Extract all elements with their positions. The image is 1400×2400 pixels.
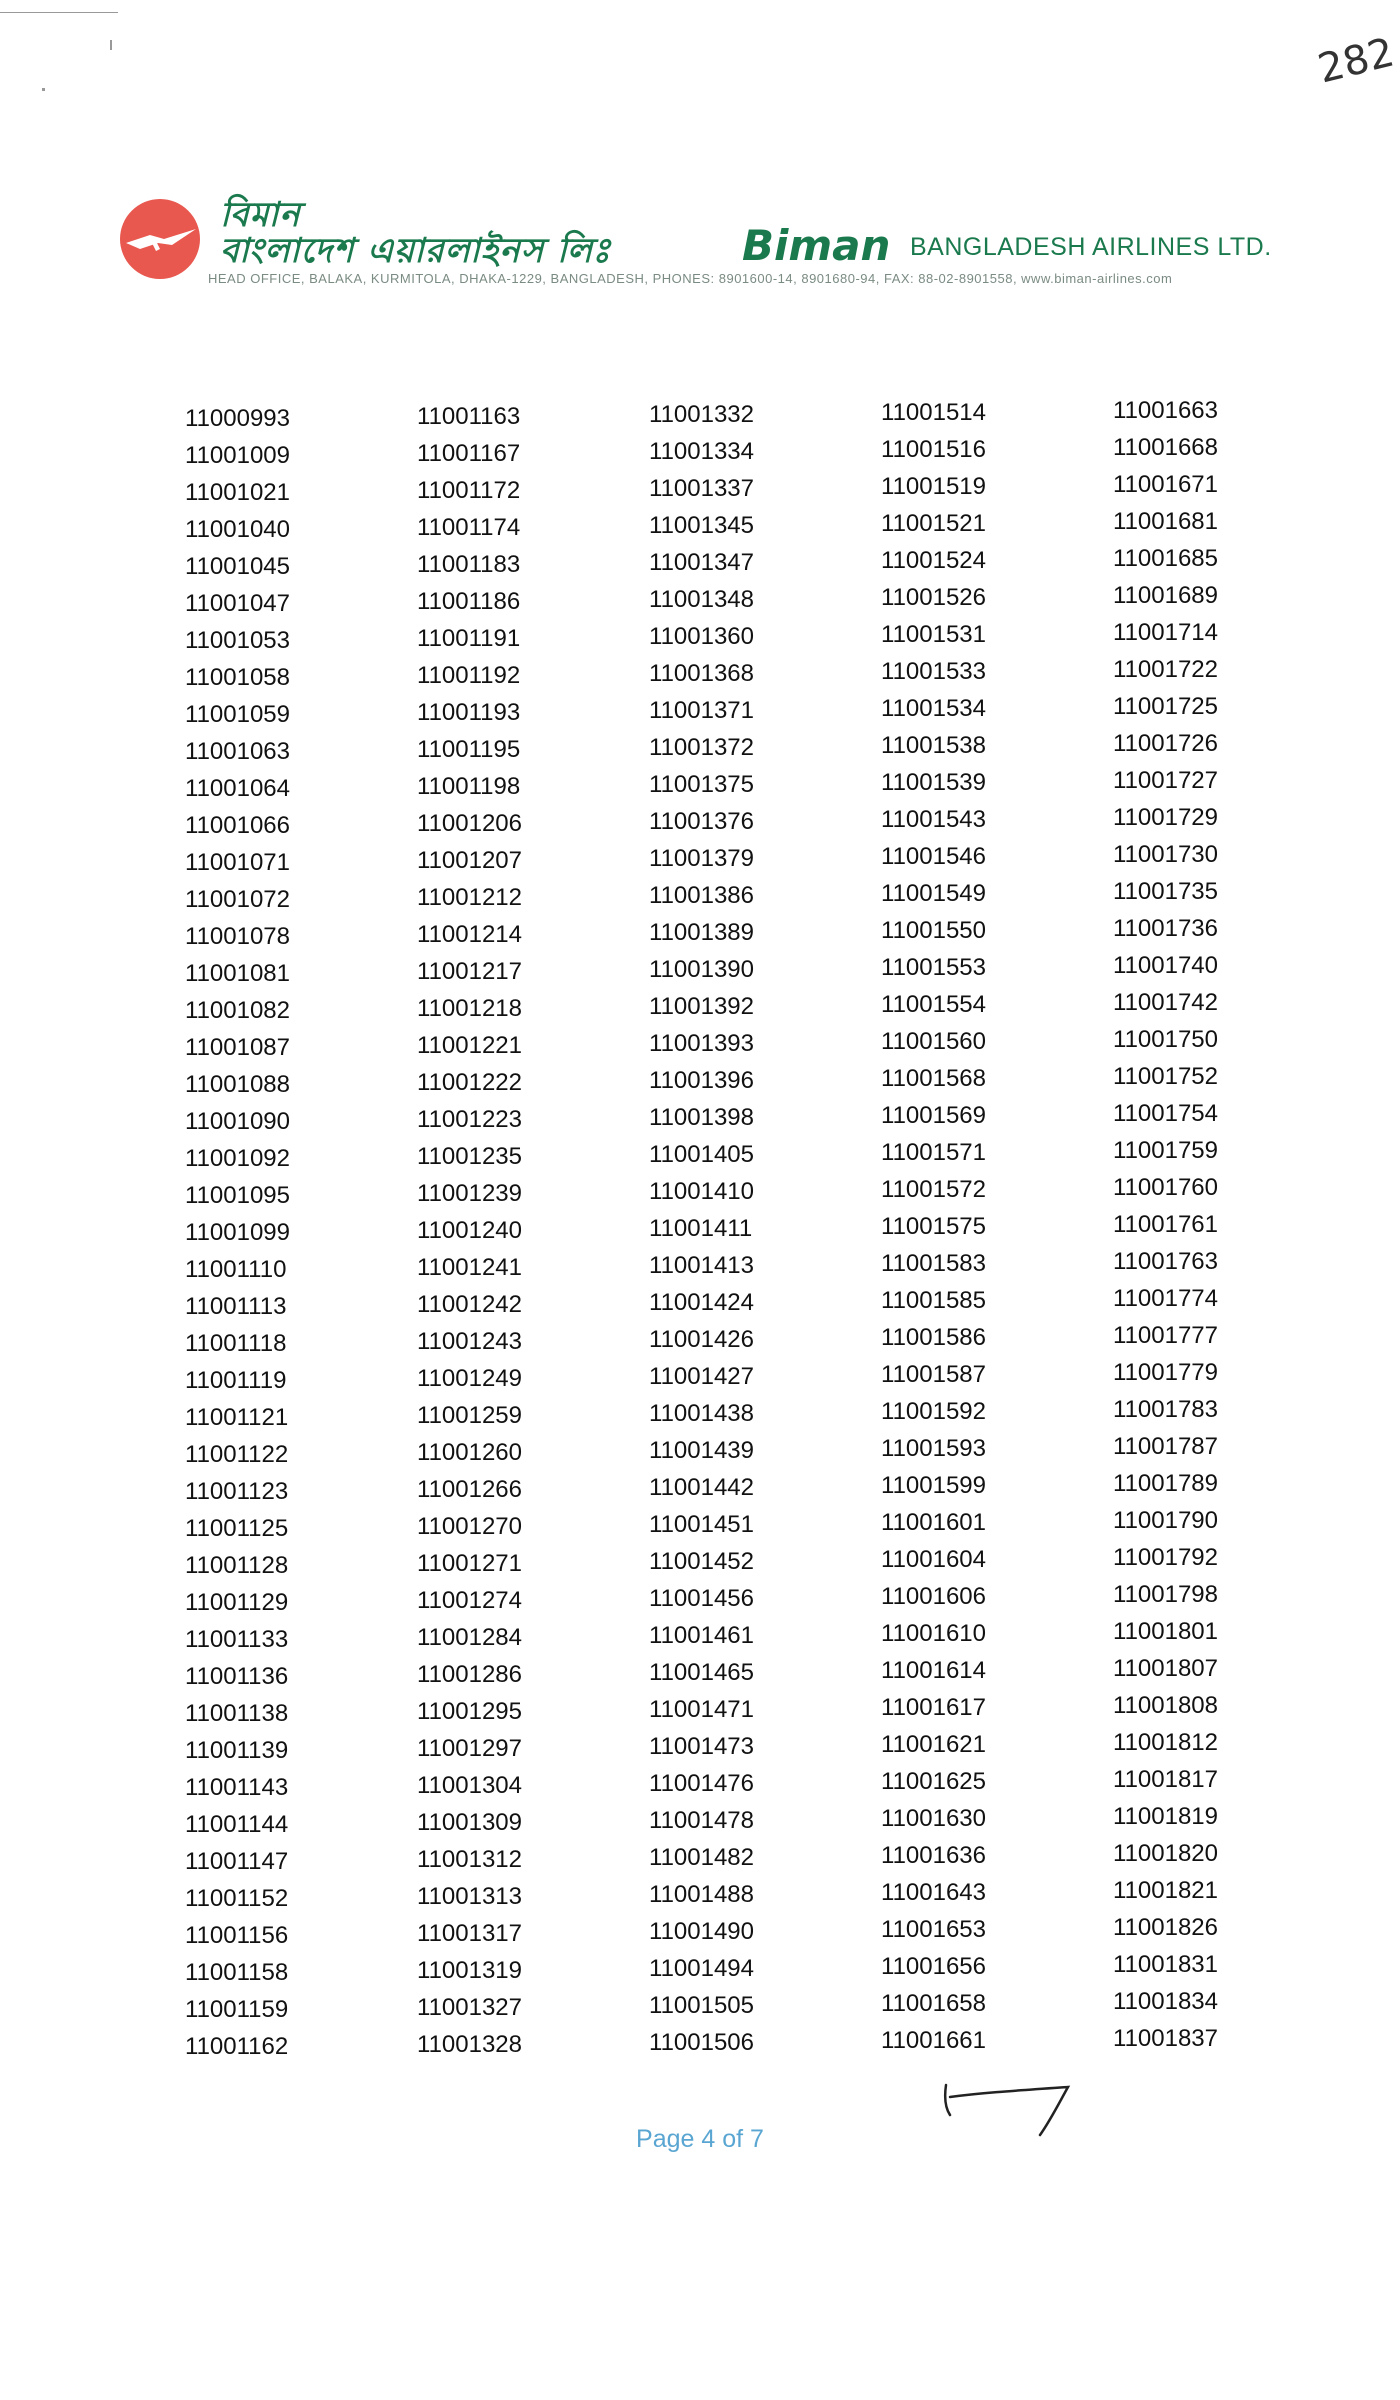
number-cell: 11001242 bbox=[417, 1291, 522, 1318]
number-cell: 11001653 bbox=[881, 1916, 986, 1943]
number-cell: 11001471 bbox=[649, 1696, 754, 1723]
number-cell: 11001777 bbox=[1113, 1322, 1218, 1349]
number-cell: 11001604 bbox=[881, 1546, 986, 1573]
number-cell: 11001235 bbox=[417, 1143, 522, 1170]
number-cell: 11001606 bbox=[881, 1583, 986, 1610]
number-cell: 11001163 bbox=[417, 403, 521, 430]
number-cell: 11001456 bbox=[649, 1585, 754, 1612]
number-cell: 11001053 bbox=[185, 627, 290, 654]
number-cell: 11001722 bbox=[1113, 656, 1218, 683]
number-cell: 11001360 bbox=[649, 623, 754, 650]
number-cell: 11001313 bbox=[417, 1883, 522, 1910]
number-cell: 11001021 bbox=[185, 479, 290, 506]
number-cell: 11001139 bbox=[185, 1737, 289, 1764]
number-cell: 11001779 bbox=[1113, 1359, 1218, 1386]
number-cell: 11001763 bbox=[1113, 1248, 1218, 1275]
number-cell: 11001058 bbox=[185, 664, 290, 691]
page-number: Page 4 of 7 bbox=[636, 2125, 764, 2153]
number-cell: 11001309 bbox=[417, 1809, 522, 1836]
number-cell: 11001413 bbox=[649, 1252, 754, 1279]
number-cell: 11001123 bbox=[185, 1478, 289, 1505]
number-cell: 11001490 bbox=[649, 1918, 754, 1945]
number-cell: 11001066 bbox=[185, 812, 290, 839]
scan-line bbox=[0, 12, 118, 13]
number-cell: 11001040 bbox=[185, 516, 290, 543]
number-cell: 11001575 bbox=[881, 1213, 986, 1240]
number-cell: 11001045 bbox=[185, 553, 290, 580]
number-cell: 11001266 bbox=[417, 1476, 522, 1503]
number-cell: 11001812 bbox=[1113, 1729, 1218, 1756]
stork-icon bbox=[120, 199, 200, 279]
number-cell: 11001152 bbox=[185, 1885, 289, 1912]
number-cell: 11001327 bbox=[417, 1994, 522, 2021]
number-cell: 11000993 bbox=[185, 405, 290, 432]
number-cell: 11001482 bbox=[649, 1844, 754, 1871]
number-cell: 11001047 bbox=[185, 590, 290, 617]
number-cell: 11001593 bbox=[881, 1435, 986, 1462]
bangla-line-1: বিমান bbox=[220, 195, 301, 235]
number-cell: 11001270 bbox=[417, 1513, 522, 1540]
number-cell: 11001222 bbox=[417, 1069, 522, 1096]
number-cell: 11001390 bbox=[649, 956, 754, 983]
number-cell: 11001519 bbox=[881, 473, 986, 500]
number-cell: 11001549 bbox=[881, 880, 986, 907]
number-cell: 11001798 bbox=[1113, 1581, 1218, 1608]
number-cell: 11001821 bbox=[1113, 1877, 1218, 1904]
number-cell: 11001223 bbox=[417, 1106, 522, 1133]
number-cell: 11001560 bbox=[881, 1028, 986, 1055]
number-cell: 11001789 bbox=[1113, 1470, 1218, 1497]
number-cell: 11001625 bbox=[881, 1768, 986, 1795]
bangla-company-name bbox=[220, 197, 611, 269]
number-cell: 11001534 bbox=[881, 695, 986, 722]
number-cell: 11001297 bbox=[417, 1735, 522, 1762]
number-cell: 11001217 bbox=[417, 958, 522, 985]
number-cell: 11001345 bbox=[649, 512, 754, 539]
number-cell: 11001241 bbox=[417, 1254, 522, 1281]
number-cell: 11001759 bbox=[1113, 1137, 1218, 1164]
number-cell: 11001121 bbox=[185, 1404, 289, 1431]
number-cell: 11001473 bbox=[649, 1733, 754, 1760]
number-cell: 11001110 bbox=[185, 1256, 287, 1283]
number-cell: 11001424 bbox=[649, 1289, 754, 1316]
number-cell: 11001514 bbox=[881, 399, 986, 426]
number-cell: 11001685 bbox=[1113, 545, 1218, 572]
number-cell: 11001271 bbox=[417, 1550, 522, 1577]
number-cell: 11001787 bbox=[1113, 1433, 1218, 1460]
number-cell: 11001681 bbox=[1113, 508, 1218, 535]
number-cell: 11001760 bbox=[1113, 1174, 1218, 1201]
number-cell: 11001337 bbox=[649, 475, 754, 502]
number-cell: 11001393 bbox=[649, 1030, 754, 1057]
number-cell: 11001725 bbox=[1113, 693, 1218, 720]
number-cell: 11001078 bbox=[185, 923, 290, 950]
number-cell: 11001526 bbox=[881, 584, 986, 611]
number-cell: 11001286 bbox=[417, 1661, 522, 1688]
number-cell: 11001452 bbox=[649, 1548, 754, 1575]
number-cell: 11001113 bbox=[185, 1293, 287, 1320]
number-cell: 11001668 bbox=[1113, 434, 1218, 461]
number-cell: 11001128 bbox=[185, 1552, 289, 1579]
number-cell: 11001546 bbox=[881, 843, 986, 870]
number-cell: 11001122 bbox=[185, 1441, 289, 1468]
number-columns bbox=[185, 397, 1285, 2080]
number-cell: 11001092 bbox=[185, 1145, 290, 1172]
number-cell: 11001082 bbox=[185, 997, 290, 1024]
number-cell: 11001162 bbox=[185, 2033, 289, 2060]
number-cell: 11001442 bbox=[649, 1474, 754, 1501]
number-cell: 11001368 bbox=[649, 660, 754, 687]
number-cell: 11001553 bbox=[881, 954, 986, 981]
number-cell: 11001656 bbox=[881, 1953, 986, 1980]
number-cell: 11001740 bbox=[1113, 952, 1218, 979]
number-cell: 11001218 bbox=[417, 995, 522, 1022]
number-cell: 11001174 bbox=[417, 514, 521, 541]
number-cell: 11001348 bbox=[649, 586, 754, 613]
number-cell: 11001386 bbox=[649, 882, 754, 909]
number-cell: 11001663 bbox=[1113, 397, 1218, 424]
number-cell: 11001167 bbox=[417, 440, 521, 467]
number-cell: 11001159 bbox=[185, 1996, 289, 2023]
number-cell: 11001376 bbox=[649, 808, 754, 835]
number-cell: 11001689 bbox=[1113, 582, 1218, 609]
number-cell: 11001172 bbox=[417, 477, 521, 504]
number-cell: 11001284 bbox=[417, 1624, 522, 1651]
number-column bbox=[881, 394, 1081, 2059]
number-cell: 11001621 bbox=[881, 1731, 986, 1758]
number-cell: 11001461 bbox=[649, 1622, 754, 1649]
number-cell: 11001599 bbox=[881, 1472, 986, 1499]
number-cell: 11001516 bbox=[881, 436, 986, 463]
number-cell: 11001138 bbox=[185, 1700, 289, 1727]
number-cell: 11001396 bbox=[649, 1067, 754, 1094]
biman-logo-icon bbox=[120, 199, 200, 279]
number-cell: 11001774 bbox=[1113, 1285, 1218, 1312]
number-cell: 11001312 bbox=[417, 1846, 522, 1873]
number-cell: 11001118 bbox=[185, 1330, 287, 1357]
number-cell: 11001506 bbox=[649, 2029, 754, 2056]
number-cell: 11001372 bbox=[649, 734, 754, 761]
number-cell: 11001465 bbox=[649, 1659, 754, 1686]
number-cell: 11001476 bbox=[649, 1770, 754, 1797]
number-cell: 11001587 bbox=[881, 1361, 986, 1388]
number-cell: 11001671 bbox=[1113, 471, 1218, 498]
number-cell: 11001143 bbox=[185, 1774, 289, 1801]
number-column bbox=[649, 396, 849, 2061]
number-cell: 11001240 bbox=[417, 1217, 522, 1244]
number-cell: 11001572 bbox=[881, 1176, 986, 1203]
number-cell: 11001249 bbox=[417, 1365, 522, 1392]
number-cell: 11001332 bbox=[649, 401, 754, 428]
number-cell: 11001531 bbox=[881, 621, 986, 648]
number-cell: 11001601 bbox=[881, 1509, 986, 1536]
number-cell: 11001129 bbox=[185, 1589, 289, 1616]
number-cell: 11001206 bbox=[417, 810, 522, 837]
number-cell: 11001837 bbox=[1113, 2025, 1218, 2052]
number-cell: 11001742 bbox=[1113, 989, 1218, 1016]
number-cell: 11001550 bbox=[881, 917, 986, 944]
number-cell: 11001095 bbox=[185, 1182, 290, 1209]
number-cell: 11001661 bbox=[881, 2027, 986, 2054]
number-cell: 11001494 bbox=[649, 1955, 754, 1982]
number-cell: 11001571 bbox=[881, 1139, 986, 1166]
number-cell: 11001119 bbox=[185, 1367, 287, 1394]
number-cell: 11001195 bbox=[417, 736, 521, 763]
number-cell: 11001334 bbox=[649, 438, 754, 465]
number-cell: 11001729 bbox=[1113, 804, 1218, 831]
number-cell: 11001451 bbox=[649, 1511, 754, 1538]
number-cell: 11001411 bbox=[649, 1215, 753, 1242]
number-cell: 11001405 bbox=[649, 1141, 754, 1168]
number-cell: 11001239 bbox=[417, 1180, 522, 1207]
scan-dot bbox=[110, 40, 112, 50]
number-cell: 11001071 bbox=[185, 849, 290, 876]
number-cell: 11001750 bbox=[1113, 1026, 1218, 1053]
number-cell: 11001752 bbox=[1113, 1063, 1218, 1090]
number-cell: 11001214 bbox=[417, 921, 522, 948]
number-cell: 11001191 bbox=[417, 625, 521, 652]
number-cell: 11001156 bbox=[185, 1922, 289, 1949]
number-cell: 11001064 bbox=[185, 775, 290, 802]
number-cell: 11001592 bbox=[881, 1398, 986, 1425]
number-cell: 11001371 bbox=[649, 697, 754, 724]
number-cell: 11001207 bbox=[417, 847, 522, 874]
number-cell: 11001585 bbox=[881, 1287, 986, 1314]
number-cell: 11001488 bbox=[649, 1881, 754, 1908]
number-cell: 11001617 bbox=[881, 1694, 986, 1721]
number-cell: 11001183 bbox=[417, 551, 521, 578]
number-cell: 11001820 bbox=[1113, 1840, 1218, 1867]
number-cell: 11001328 bbox=[417, 2031, 522, 2058]
number-cell: 11001826 bbox=[1113, 1914, 1218, 1941]
number-cell: 11001133 bbox=[185, 1626, 289, 1653]
number-cell: 11001090 bbox=[185, 1108, 290, 1135]
number-cell: 11001801 bbox=[1113, 1618, 1218, 1645]
number-cell: 11001144 bbox=[185, 1811, 289, 1838]
number-cell: 11001125 bbox=[185, 1515, 289, 1542]
number-cell: 11001539 bbox=[881, 769, 986, 796]
number-cell: 11001554 bbox=[881, 991, 986, 1018]
number-cell: 11001538 bbox=[881, 732, 986, 759]
number-cell: 11001427 bbox=[649, 1363, 754, 1390]
number-cell: 11001521 bbox=[881, 510, 986, 537]
number-cell: 11001136 bbox=[185, 1663, 289, 1690]
number-column bbox=[417, 398, 617, 2063]
number-cell: 11001735 bbox=[1113, 878, 1218, 905]
number-cell: 11001212 bbox=[417, 884, 522, 911]
number-cell: 11001730 bbox=[1113, 841, 1218, 868]
number-cell: 11001221 bbox=[417, 1032, 522, 1059]
number-cell: 11001524 bbox=[881, 547, 986, 574]
number-cell: 11001792 bbox=[1113, 1544, 1218, 1571]
number-cell: 11001087 bbox=[185, 1034, 290, 1061]
number-cell: 11001389 bbox=[649, 919, 754, 946]
number-cell: 11001259 bbox=[417, 1402, 522, 1429]
number-cell: 11001736 bbox=[1113, 915, 1218, 942]
brand-name: Biman bbox=[742, 221, 891, 270]
airline-name: BANGLADESH AIRLINES LTD. bbox=[910, 233, 1272, 261]
handwritten-page-number: 282 bbox=[1313, 29, 1399, 93]
number-cell: 11001505 bbox=[649, 1992, 754, 2019]
number-column bbox=[185, 400, 385, 2065]
number-cell: 11001807 bbox=[1113, 1655, 1218, 1682]
number-cell: 11001438 bbox=[649, 1400, 754, 1427]
number-cell: 11001643 bbox=[881, 1879, 986, 1906]
number-cell: 11001099 bbox=[185, 1219, 290, 1246]
number-column bbox=[1113, 392, 1313, 2057]
number-cell: 11001158 bbox=[185, 1959, 289, 1986]
number-cell: 11001439 bbox=[649, 1437, 754, 1464]
number-cell: 11001088 bbox=[185, 1071, 290, 1098]
number-cell: 11001304 bbox=[417, 1772, 522, 1799]
scan-dot bbox=[42, 88, 45, 91]
number-cell: 11001831 bbox=[1113, 1951, 1218, 1978]
number-cell: 11001834 bbox=[1113, 1988, 1218, 2015]
number-cell: 11001783 bbox=[1113, 1396, 1218, 1423]
number-cell: 11001347 bbox=[649, 549, 754, 576]
number-cell: 11001319 bbox=[417, 1957, 522, 1984]
number-cell: 11001583 bbox=[881, 1250, 986, 1277]
number-cell: 11001808 bbox=[1113, 1692, 1218, 1719]
number-cell: 11001426 bbox=[649, 1326, 754, 1353]
number-cell: 11001630 bbox=[881, 1805, 986, 1832]
number-cell: 11001761 bbox=[1113, 1211, 1218, 1238]
number-cell: 11001059 bbox=[185, 701, 290, 728]
number-cell: 11001375 bbox=[649, 771, 754, 798]
number-cell: 11001379 bbox=[649, 845, 754, 872]
number-cell: 11001586 bbox=[881, 1324, 986, 1351]
number-cell: 11001410 bbox=[649, 1178, 754, 1205]
head-office-address: HEAD OFFICE, BALAKA, KURMITOLA, DHAKA-1229, BANGLADESH, PHONES: 8901600-14, 8901680-94, FAX: 88-02-8901558, www.biman-airlines.com bbox=[208, 271, 1173, 286]
number-cell: 11001817 bbox=[1113, 1766, 1218, 1793]
number-cell: 11001658 bbox=[881, 1990, 986, 2017]
number-cell: 11001726 bbox=[1113, 730, 1218, 757]
number-cell: 11001243 bbox=[417, 1328, 522, 1355]
number-cell: 11001192 bbox=[417, 662, 521, 689]
number-cell: 11001478 bbox=[649, 1807, 754, 1834]
bangla-line-2: বাংলাদেশ এয়ারলাইনস লিঃ bbox=[220, 231, 612, 271]
number-cell: 11001063 bbox=[185, 738, 290, 765]
number-cell: 11001193 bbox=[417, 699, 521, 726]
number-cell: 11001295 bbox=[417, 1698, 522, 1725]
number-cell: 11001198 bbox=[417, 773, 521, 800]
number-cell: 11001543 bbox=[881, 806, 986, 833]
number-cell: 11001533 bbox=[881, 658, 986, 685]
number-cell: 11001317 bbox=[417, 1920, 522, 1947]
number-cell: 11001072 bbox=[185, 886, 290, 913]
letterhead bbox=[120, 195, 1300, 295]
number-cell: 11001260 bbox=[417, 1439, 522, 1466]
number-cell: 11001081 bbox=[185, 960, 290, 987]
number-cell: 11001186 bbox=[417, 588, 521, 615]
number-cell: 11001819 bbox=[1113, 1803, 1218, 1830]
number-cell: 11001274 bbox=[417, 1587, 522, 1614]
number-cell: 11001610 bbox=[881, 1620, 986, 1647]
number-cell: 11001009 bbox=[185, 442, 290, 469]
number-cell: 11001727 bbox=[1113, 767, 1218, 794]
number-cell: 11001636 bbox=[881, 1842, 986, 1869]
number-cell: 11001754 bbox=[1113, 1100, 1218, 1127]
number-cell: 11001790 bbox=[1113, 1507, 1218, 1534]
number-cell: 11001714 bbox=[1113, 619, 1218, 646]
number-cell: 11001398 bbox=[649, 1104, 754, 1131]
number-cell: 11001392 bbox=[649, 993, 754, 1020]
number-cell: 11001569 bbox=[881, 1102, 986, 1129]
number-cell: 11001147 bbox=[185, 1848, 289, 1875]
number-cell: 11001568 bbox=[881, 1065, 986, 1092]
number-cell: 11001614 bbox=[881, 1657, 986, 1684]
